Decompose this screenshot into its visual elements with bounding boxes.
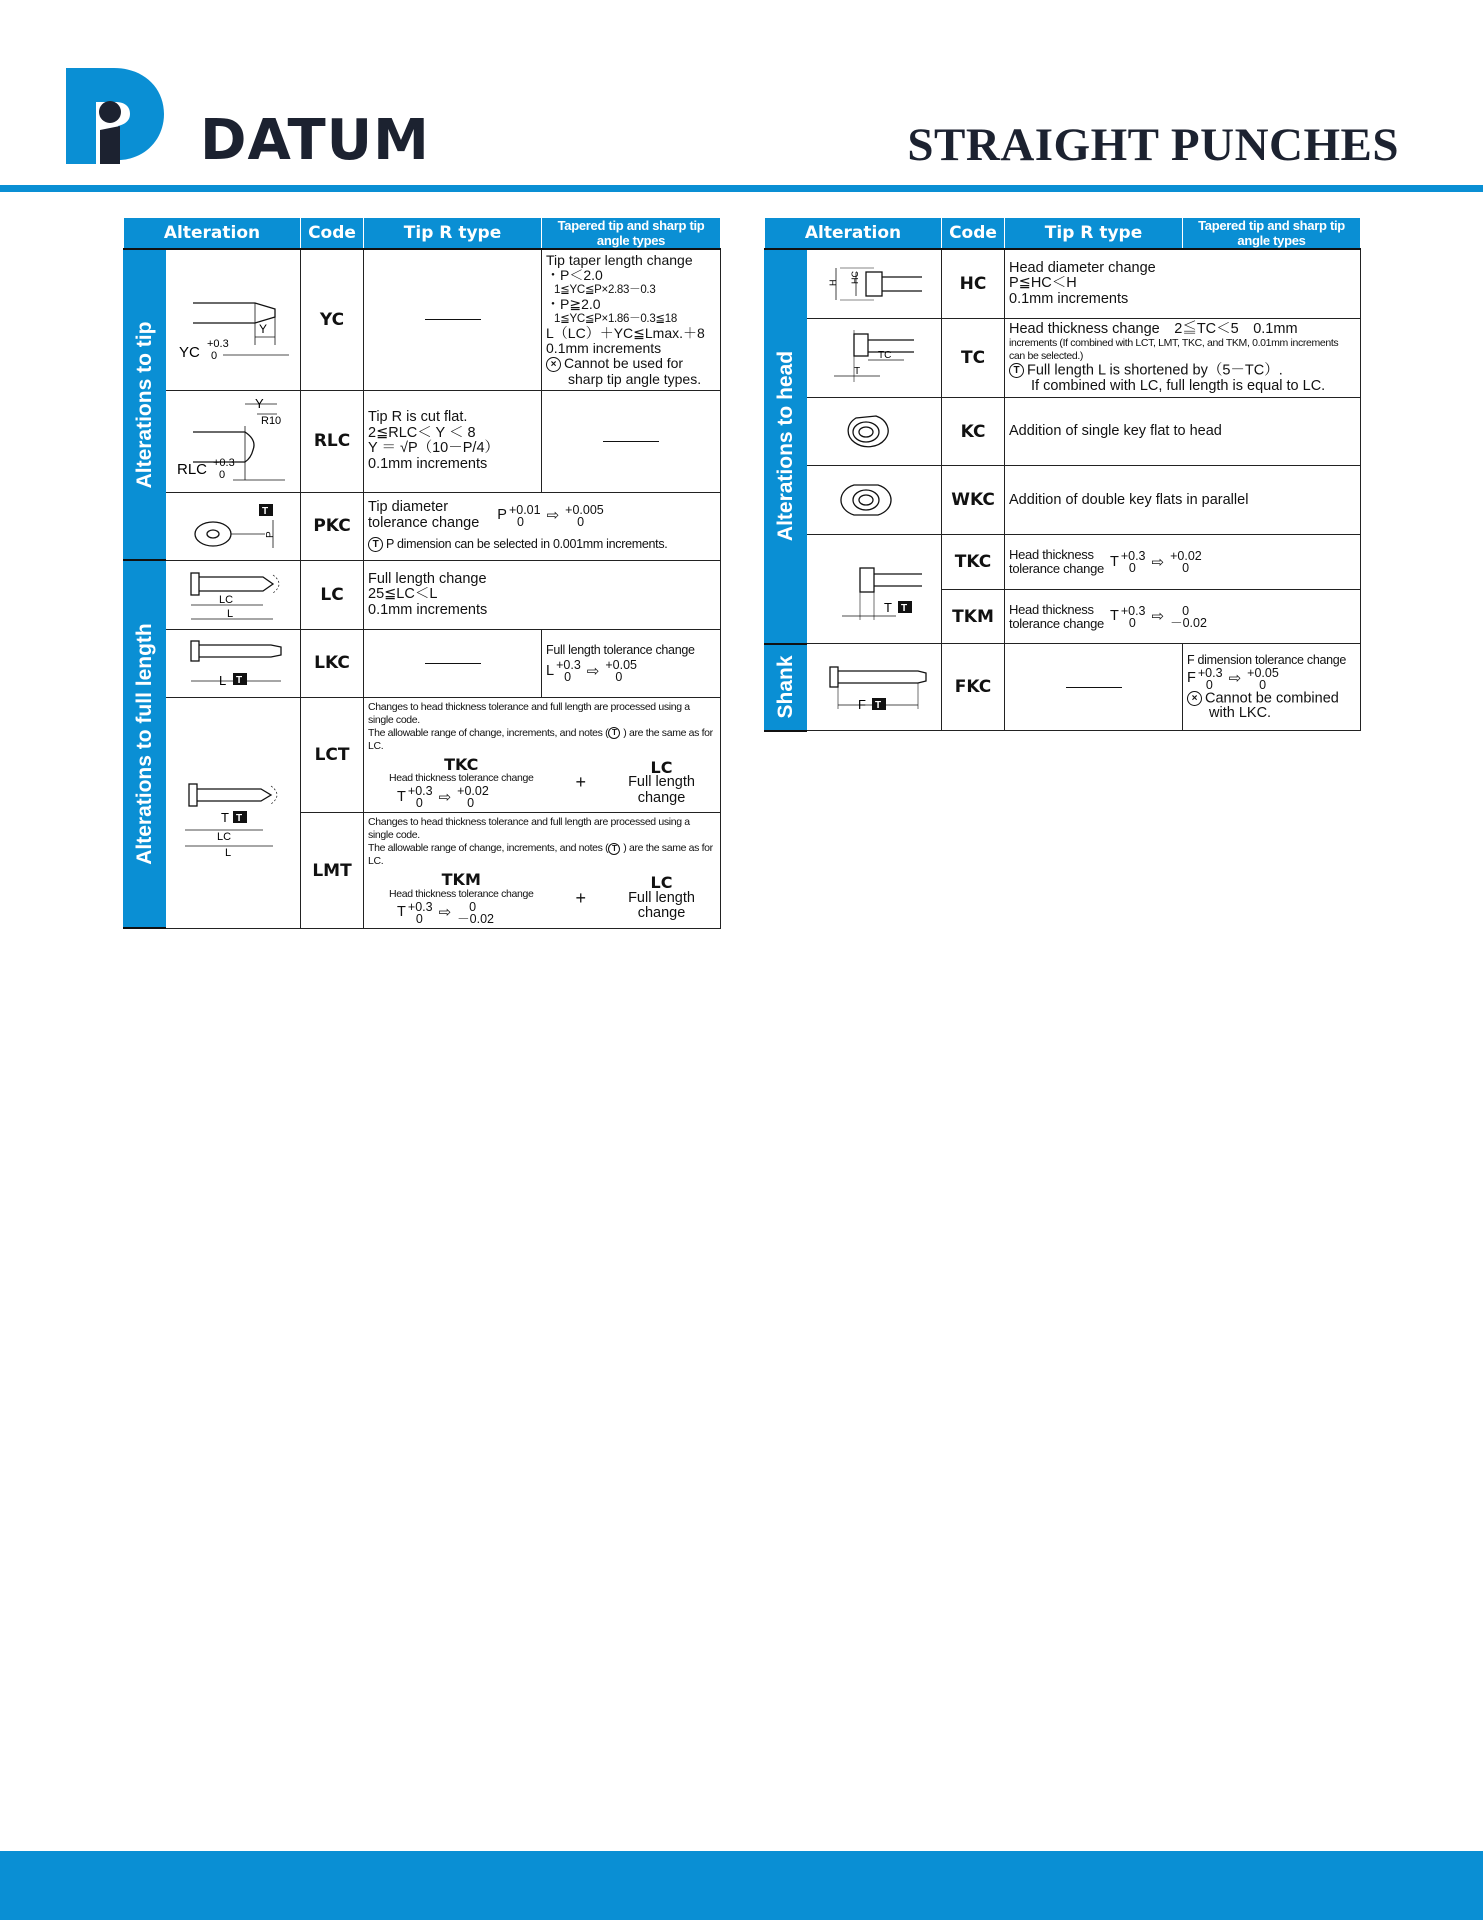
header-rule	[0, 185, 1483, 192]
svg-text:L: L	[227, 607, 234, 620]
fkc-tip-r-none	[1005, 644, 1183, 731]
svg-text:T: T	[236, 812, 243, 824]
wkc-diagram	[807, 466, 942, 535]
group-head: Alterations to head	[765, 249, 807, 644]
lkc-tip-r-none	[364, 629, 542, 697]
svg-text:T: T	[262, 506, 269, 518]
svg-text:LC: LC	[219, 593, 234, 606]
tip-marker-icon: T	[608, 843, 620, 855]
arrow-icon: ⇨	[438, 788, 452, 806]
page-title: STRAIGHT PUNCHES	[907, 119, 1399, 171]
svg-text:T: T	[221, 809, 229, 825]
code-hc: HC	[942, 249, 1005, 318]
rlc-tapered-none	[542, 390, 721, 492]
svg-text:0: 0	[219, 469, 226, 482]
table-row-wkc	[765, 466, 1361, 535]
svg-text:L: L	[219, 673, 227, 689]
pkc-diagram	[166, 492, 301, 560]
table-row-pkc	[124, 492, 721, 560]
kc-diagram	[807, 398, 942, 466]
yc-diagram	[166, 249, 301, 390]
table-row-lct	[124, 697, 721, 813]
group-shank: Shank	[765, 644, 807, 731]
arrow-icon: ⇨	[1151, 553, 1165, 571]
code-tkc: TKC	[942, 535, 1005, 590]
svg-text:F: F	[858, 697, 866, 713]
tkc-desc: Head thickness tolerance change T +0.3 0 ⇨ +0.02 0	[1005, 535, 1361, 590]
tc-desc: Head thickness change 2≦TC＜5 0.1mm increments (If combined with LCT, LMT, TKC, and TKM, 0.01mm increments can be selected.) T Full length L is shortened by（5－TC）. If combined with LC, full length is equal to LC.	[1005, 318, 1361, 398]
svg-text:Y: Y	[255, 396, 264, 412]
svg-text:+0.3: +0.3	[213, 457, 235, 470]
table-row-kc	[765, 398, 1361, 466]
tc-diagram	[807, 318, 942, 398]
rlc-diagram	[166, 390, 301, 492]
code-lmt: LMT	[301, 813, 364, 929]
svg-text:LC: LC	[217, 830, 232, 843]
svg-text:R10: R10	[261, 415, 282, 428]
rlc-tip-r-desc: Tip R is cut flat. 2≦RLC＜ Y ＜ 8 Y ＝ √P（10－P/4） 0.1mm increments	[364, 390, 542, 492]
datum-logo	[66, 68, 164, 164]
lmt-desc: Changes to head thickness tolerance and full length are processed using a single code. The allowable range of change, increments, and notes ( T ) are the same as for LC. TKM Head thickness tolerance change T +0.3 0 ⇨ 0 －0.02 + LC Full length change	[364, 813, 721, 929]
header-alteration: Alteration	[765, 218, 942, 249]
header-code: Code	[942, 218, 1005, 249]
yc-tapered-desc: Tip taper length change ・P＜2.0 1≦YC≦P×2.83－0.3 ・P≧2.0 1≦YC≦P×1.86－0.3≦18 L（LC）＋YC≦Lmax.＋8 0.1mm increments × Cannot be used for sharp tip angle types.	[542, 249, 721, 390]
table-row-yc	[124, 249, 721, 390]
svg-text:+0.3: +0.3	[207, 337, 229, 350]
table-row-fkc	[765, 644, 1361, 731]
fkc-diagram	[807, 644, 942, 731]
header-tapered: Tapered tip and sharp tip angle types	[542, 218, 721, 249]
yc-tip-r-none	[364, 249, 542, 390]
brand-name: DATUM	[200, 108, 430, 173]
lct-lmt-diagram	[166, 697, 301, 928]
svg-text:T: T	[875, 700, 882, 712]
table-row-lkc	[124, 629, 721, 697]
tip-marker-icon: T	[368, 537, 383, 552]
fkc-tapered-desc: F dimension tolerance change F +0.3 0 ⇨ +0.05 0 × Cannot be combined with LKC.	[1183, 644, 1361, 731]
lc-desc: Full length change 25≦LC＜L 0.1mm increments	[364, 560, 721, 629]
code-fkc: FKC	[942, 644, 1005, 731]
svg-text:H: H	[828, 279, 838, 286]
lkc-tapered-desc: Full length tolerance change L +0.3 0 ⇨ +0.05 0	[542, 629, 721, 697]
header-alteration: Alteration	[124, 218, 301, 249]
hc-desc: Head diameter change P≦HC＜H 0.1mm increments	[1005, 249, 1361, 318]
tkm-desc: Head thickness tolerance change T +0.3 0 ⇨ 0 －0.02	[1005, 590, 1361, 644]
prohibited-icon: ×	[546, 357, 561, 372]
table-row-tc	[765, 318, 1361, 398]
code-kc: KC	[942, 398, 1005, 466]
code-rlc: RLC	[301, 390, 364, 492]
code-yc: YC	[301, 249, 364, 390]
header-tip-r: Tip R type	[1005, 218, 1183, 249]
code-lc: LC	[301, 560, 364, 629]
svg-text:RLC: RLC	[177, 461, 208, 479]
arrow-icon: ⇨	[1228, 669, 1242, 687]
tip-marker-icon: T	[1009, 363, 1024, 378]
svg-text:T: T	[236, 675, 243, 687]
yc-y-label: Y	[259, 321, 268, 336]
pkc-desc: Tip diameter tolerance change P +0.01 0 ⇨ +0.005 0 T P dimension can be selected in 0.001mm increments.	[364, 492, 721, 560]
table-row-tkc	[765, 535, 1361, 590]
right-alteration-table	[764, 218, 1361, 732]
code-pkc: PKC	[301, 492, 364, 560]
tkc-tkm-diagram	[807, 535, 942, 644]
kc-desc: Addition of single key flat to head	[1005, 398, 1361, 466]
svg-text:T: T	[854, 365, 861, 377]
svg-text:TC: TC	[878, 349, 892, 361]
arrow-icon: ⇨	[586, 662, 600, 680]
header-tapered: Tapered tip and sharp tip angle types	[1183, 218, 1361, 249]
code-lct: LCT	[301, 697, 364, 813]
arrow-icon: ⇨	[438, 904, 452, 922]
svg-text:L: L	[225, 846, 232, 858]
group-tip: Alterations to tip	[124, 249, 166, 560]
code-lkc: LKC	[301, 629, 364, 697]
code-wkc: WKC	[942, 466, 1005, 535]
group-length: Alterations to full length	[124, 560, 166, 928]
arrow-icon: ⇨	[1151, 608, 1165, 626]
tip-marker-icon: T	[608, 727, 620, 739]
header-code: Code	[301, 218, 364, 249]
arrow-icon: ⇨	[546, 506, 560, 524]
svg-text:0: 0	[211, 349, 218, 362]
svg-text:T: T	[901, 603, 908, 615]
svg-text:P: P	[265, 531, 276, 539]
prohibited-icon: ×	[1187, 691, 1202, 706]
wkc-desc: Addition of double key flats in parallel	[1005, 466, 1361, 535]
table-row-hc	[765, 249, 1361, 318]
footer-bar	[0, 1851, 1483, 1920]
code-tc: TC	[942, 318, 1005, 398]
svg-text:YC: YC	[179, 343, 200, 361]
table-row-rlc	[124, 390, 721, 492]
svg-text:T: T	[884, 600, 892, 616]
svg-text:HC: HC	[850, 270, 860, 284]
code-tkm: TKM	[942, 590, 1005, 644]
lc-diagram	[166, 560, 301, 629]
left-alteration-table	[123, 218, 721, 929]
lct-desc: Changes to head thickness tolerance and full length are processed using a single code. The allowable range of change, increments, and notes ( T ) are the same as for LC. TKC Head thickness tolerance change T +0.3 0 ⇨ +0.02 0 + LC Full length change	[364, 697, 721, 813]
hc-diagram	[807, 249, 942, 318]
header-tip-r: Tip R type	[364, 218, 542, 249]
lkc-diagram	[166, 629, 301, 697]
table-row-lc	[124, 560, 721, 629]
